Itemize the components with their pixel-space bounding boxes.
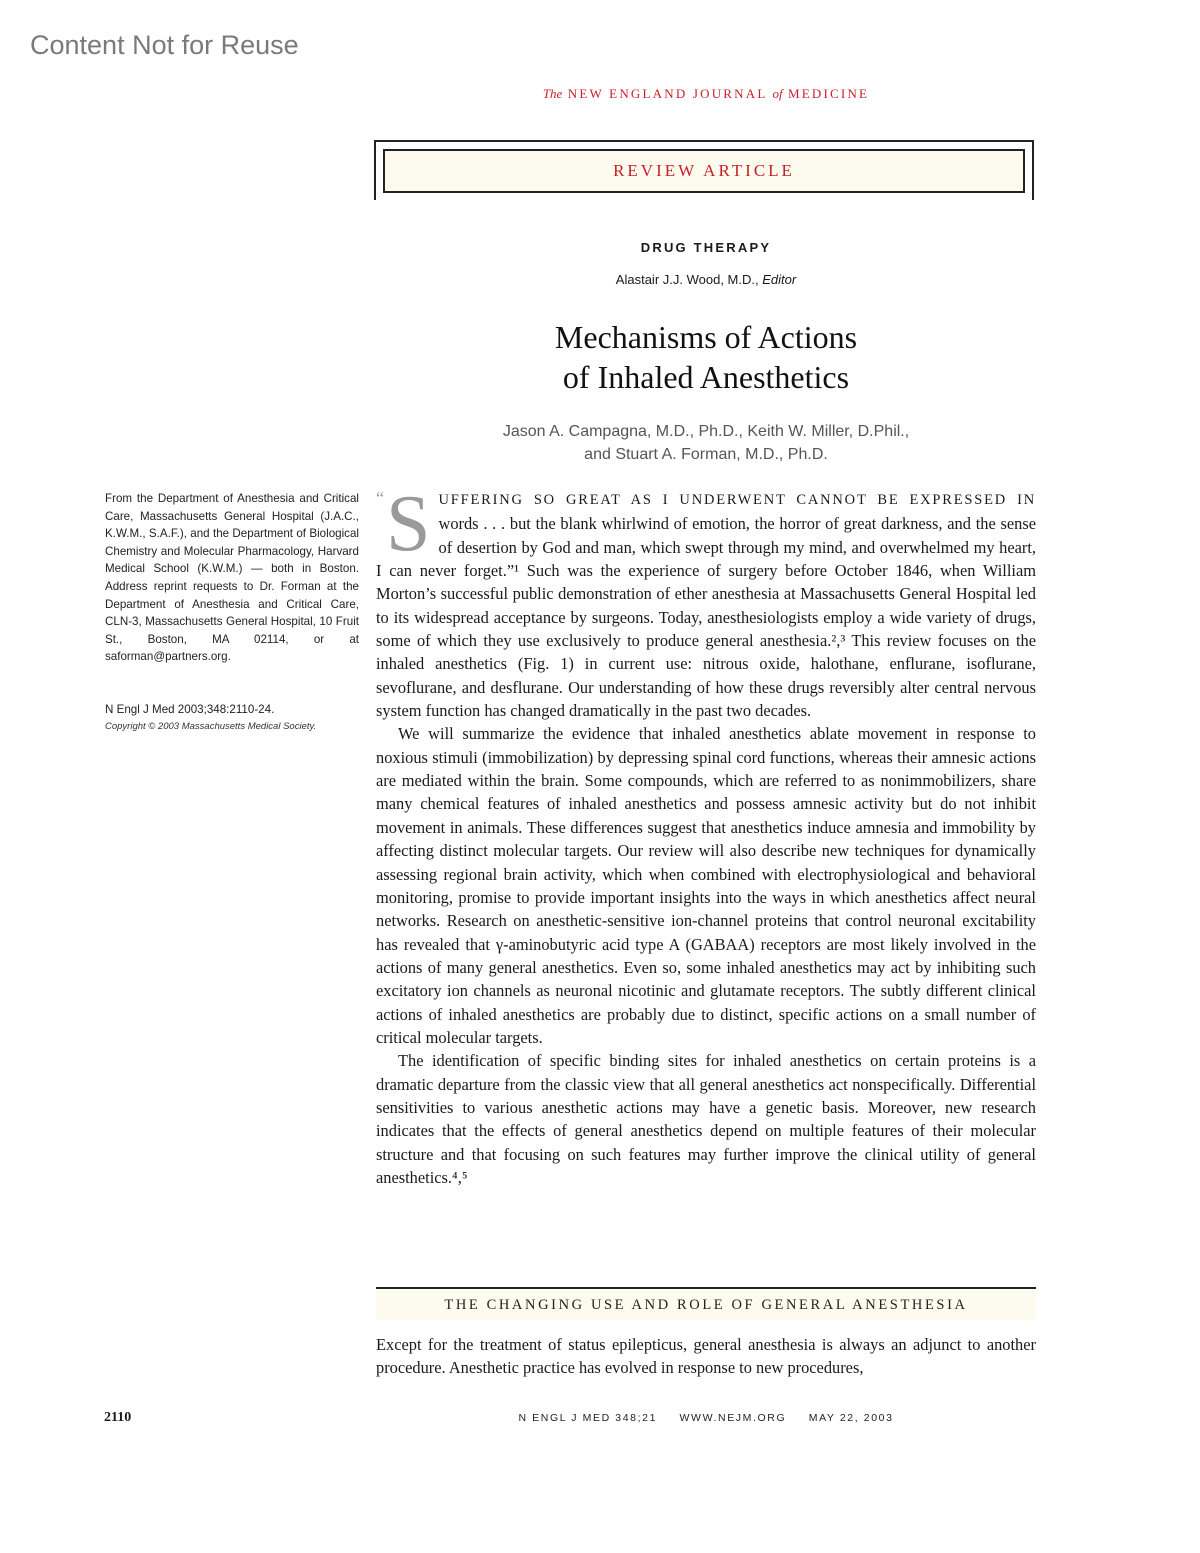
section-label: DRUG THERAPY [640,240,772,255]
running-footer [376,1412,1036,1424]
editor-line [376,272,1036,287]
article-type-label: REVIEW ARTICLE [613,161,795,180]
journal-header [376,86,1036,102]
authors-line-2: and Stuart A. Forman, M.D., Ph.D. [584,446,828,463]
affiliation-note [105,490,359,666]
page-number: 2110 [104,1410,132,1425]
journal-name-part1: NEW ENGLAND JOURNAL [567,86,767,101]
citation: N Engl J Med 2003;348:2110-24. [105,703,275,716]
article-type-frame [374,140,1034,200]
footer-journal-issue: N ENGL J MED 348;21 [518,1412,658,1424]
watermark-text: Content Not for Reuse [30,30,299,60]
paragraph-2: We will summarize the evidence that inhaled anesthetics ablate movement in response to noxious stimuli (immobilization) by depressing spinal cord functions, whereas their amnesic actions are mediated within the brain. Some compounds, which are referred to as nonimmobilizers, share many chemical features of inhaled anesthetics and possess amnesic activity but do not inhibit movement in animals. These differences suggest that anesthetics induce amnesia and immobility by affecting distinct molecular targets. Our review will also describe new techniques for dynamically assessing regional brain activity, which when combined with electrophysiological and behavioral monitoring, promise to provide important insights into the ways in which anesthetics affect neural networks. Research on anesthetic-sensitive ion-channel proteins that control neuronal excitability has revealed that γ-aminobutyric acid type A (GABAA) receptors are most likely involved in the actions of many general anesthetics. Even so, some inhaled anesthetics may act by inhibiting such excitatory ion channels as neuronal nicotinic and glutamate receptors. The subtly different clinical actions of inhaled anesthetics are probably due to distinct, specific actions on a small number of critical molecular targets. [376,724,1036,1047]
lead-in-caps: UFFERING SO GREAT AS I UNDERWENT CANNOT BE EXPRESSED IN [438,492,1036,508]
drop-cap: S [386,480,431,568]
journal-name-part2: MEDICINE [788,86,870,101]
article-type-box [383,149,1025,193]
authors-line-1: Jason A. Campagna, M.D., Ph.D., Keith W. Miller, D.Phil., [502,423,910,440]
journal-of: of [772,86,783,101]
opening-quote-mark: “ [376,488,384,508]
affiliation-text: From the Department of Anesthesia and Critical Care, Massachusetts General Hospital (J.A.C., K.W.M., S.A.F.), and the Department of Biological Chemistry and Molecular Pharmacology, Harvard Medical School (K.W.M.) — both in Boston. Address reprint requests to Dr. Forman at the Department of Anesthesia and Critical Care, CLN-3, Massachusetts General Hospital, 10 Fruit St., Boston, MA 02114, or at saforman@partners.org. [105,492,359,664]
copyright-notice: Copyright © 2003 Massachusetts Medical Society. [105,721,317,732]
section-body [376,1333,1036,1380]
section-paragraph-1: Except for the treatment of status epilepticus, general anesthesia is always an adjunct to another procedure. Anesthetic practice has evolved in response to new procedures, [376,1335,1036,1378]
paragraph-3: The identification of specific binding sites for inhaled anesthetics on certain proteins is a dramatic departure from the classic view that all general anesthetics act nonspecifically. Differential sensitivities to various anesthetic actions may have a genetic basis. Moreover, new research indicates that the effects of general anesthetics depend on multiple features of their molecular structure and that focusing on such features may further improve the clinical utility of general anesthetics.⁴,⁵ [376,1051,1036,1187]
article-body [376,480,1036,1189]
journal-prefix: The [542,86,563,101]
article-title [376,317,1036,397]
footer-date: MAY 22, 2003 [808,1412,894,1424]
title-line-1: Mechanisms of Actions [554,319,858,355]
editor-role: Editor [762,272,797,287]
section-heading: THE CHANGING USE AND ROLE OF GENERAL ANESTHESIA [376,1290,1036,1320]
section-divider [376,1287,1036,1289]
editor-name: Alastair J.J. Wood, M.D., [615,272,763,287]
title-line-2: of Inhaled Anesthetics [562,359,850,395]
paragraph-1 [376,480,1036,722]
paragraph-1-text: words . . . but the blank whirlwind of emotion, the horror of great darkness, and the sense of desertion by God and man, which swept through my mind, and overwhelmed my heart, I can never forget.”¹ Such was the experience of surgery before October 1846, when William Morton’s successful public demonstration of ether anesthesia at Massachusetts General Hospital led to its widespread acceptance by surgeons. Today, anesthesiologists employ a wide variety of drugs, some of which they use exclusively to produce general anesthesia.²,³ This review focuses on the inhaled anesthetics (Fig. 1) in current use: nitrous oxide, halothane, enflurane, isoflurane, sevoflurane, and desflurane. Our understanding of how these drugs reversibly alter central nervous system function has changed dramatically in the past two decades. [376,514,1036,721]
footer-website: WWW.NEJM.ORG [679,1412,787,1424]
author-list [376,420,1036,466]
